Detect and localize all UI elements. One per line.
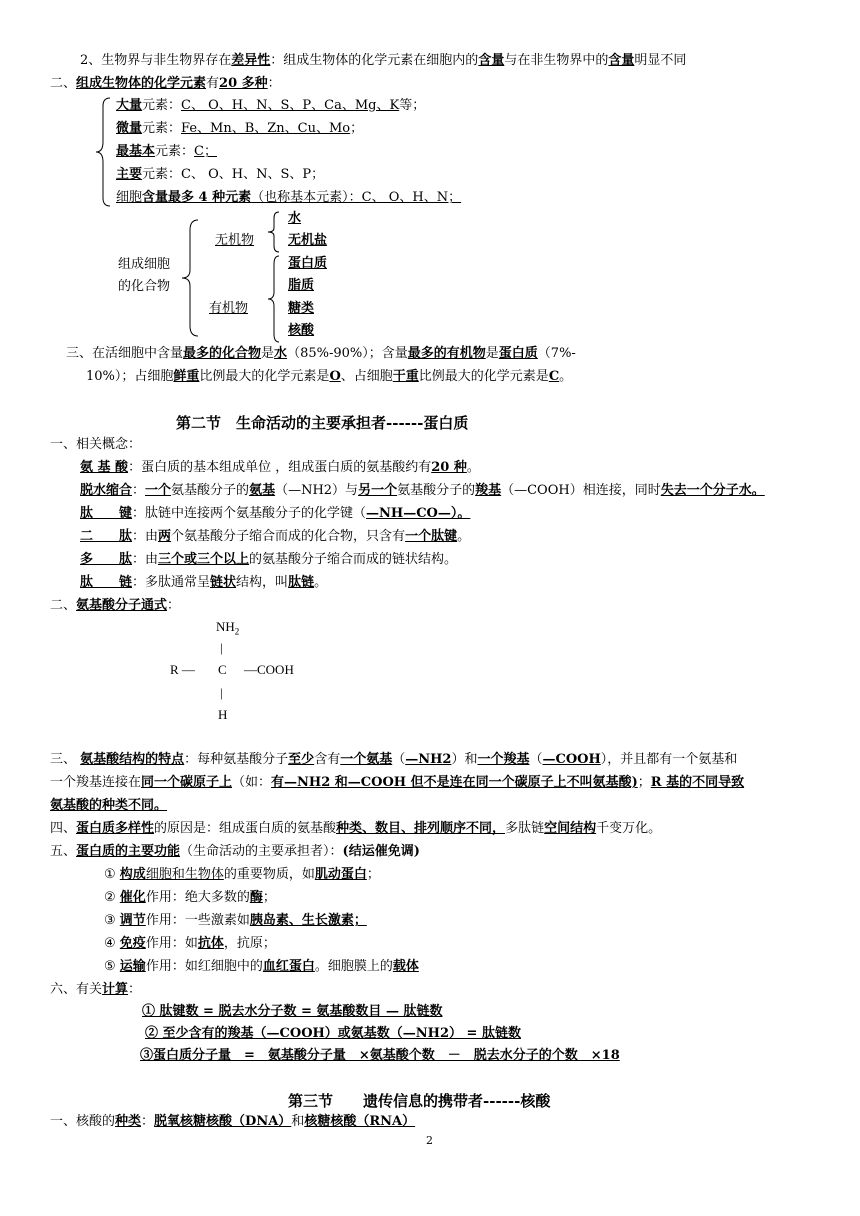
water-label: 水: [288, 211, 302, 226]
compounds-brace-icon: [180, 218, 202, 338]
heading-chemical-elements: 二、组成生物体的化学元素有20 多种：: [50, 76, 281, 91]
concept-dipeptide: 二 肽：由两个氨基酸分子缩合而成的化合物，只含有一个肽键。: [80, 529, 471, 544]
nucleic-acid-label: 核酸: [288, 323, 315, 338]
formula-bar-top: |: [220, 640, 223, 655]
text-line-content-1: 三、在活细胞中含量最多的化合物是水（85%-90%）；含量最多的有机物是蛋白质（7%-: [66, 346, 576, 361]
text-nucleic-acid-types: 一、核酸的种类：脱氧核糖核酸（DNA）和核糖核酸（RNA）: [50, 1114, 416, 1129]
element-trace: 微量元素：Fe、Mn、B、Zn、Cu、Mo；: [116, 121, 364, 136]
organic-brace-icon: [266, 254, 282, 344]
section-title-nucleic-acid: 第三节 遗传信息的携带者------核酸: [288, 1092, 551, 1110]
concept-amino-acid: 氨 基 酸：蛋白质的基本组成单位 ，组成蛋白质的氨基酸约有20 种。: [80, 460, 480, 475]
text-protein-diversity: 四、蛋白质多样性的原因是：组成蛋白质的氨基酸种类、数目、排列顺序不同，多肽链空间结构千变万化。: [50, 821, 662, 836]
organic-label: 有机物: [209, 301, 249, 316]
formula-r-group: R —: [170, 662, 195, 677]
concept-peptide-bond: 肽 键：肽链中连接两个氨基酸分子的化学键（—NH—CO—）。: [80, 506, 471, 521]
heading-general-formula: 二、氨基酸分子通式：: [50, 598, 181, 613]
text-line-diversity: 2、生物界与非生物界存在差异性：组成生物体的化学元素在细胞内的含量与在非生物界中的含量明显不同: [80, 53, 687, 68]
calc-formula-3: ③蛋白质分子量 = 氨基酸分子量 ×氨基酸个数 － 脱去水分子的个数 ×18: [140, 1048, 620, 1063]
lipid-label: 脂质: [288, 278, 315, 293]
protein-label: 蛋白质: [288, 256, 328, 271]
element-main: 主要元素：C、 O、H、N、S、P；: [116, 167, 325, 182]
formula-hydrogen: H: [218, 707, 228, 722]
concept-peptide-chain: 肽 链：多肽通常呈链状结构，叫肽链。: [80, 575, 328, 590]
function-regulation: ③ 调节作用：一些激素如胰岛素、生长激素；: [104, 913, 367, 928]
compounds-label: 组成细胞 的化合物: [118, 257, 171, 294]
formula-bar-bottom: |: [220, 685, 223, 700]
inorganic-label: 无机物: [215, 233, 255, 248]
heading-calculations: 六、有关计算：: [50, 982, 142, 997]
calc-formula-1: ① 肽键数 = 脱去水分子数 = 氨基酸数目 — 肽链数: [142, 1004, 443, 1019]
element-major: 大量元素：C、 O、H、N、S、P、Ca、Mg、K等；: [116, 98, 426, 113]
function-structure: ① 构成细胞和生物体的重要物质，如肌动蛋白；: [104, 867, 380, 882]
concept-dehydration: 脱水缩合：一个氨基酸分子的氨基（—NH2）与另一个氨基酸分子的羧基（—COOH）相连接，同时失去一个分子水。: [80, 483, 765, 498]
formula-nh2: $NH_2$: [216, 619, 240, 637]
heading-protein-functions: 五、蛋白质的主要功能（生命活动的主要承担者）：(结运催免调): [50, 844, 420, 859]
element-most-basic: 最基本元素：C；: [116, 144, 217, 159]
text-structure-features-2: 一个羧基连接在同一个碳原子上（如：有—NH2 和—COOH 但不是连在同一个碳原子上不叫氨基酸)；R 基的不同导致: [50, 775, 745, 790]
formula-carbon: C: [218, 662, 227, 677]
inorganic-salt-label: 无机盐: [288, 233, 328, 248]
section-title-protein: 第二节 生命活动的主要承担者------蛋白质: [176, 414, 469, 432]
concept-polypeptide: 多 肽：由三个或三个以上的氨基酸分子缩合而成的链状结构。: [80, 552, 458, 567]
page-number: 2: [426, 1134, 433, 1147]
text-line-content-2: 10%）；占细胞鲜重比例最大的化学元素是O、占细胞干重比例最大的化学元素是C。: [86, 369, 573, 384]
heading-concepts: 一、相关概念：: [50, 437, 142, 452]
formula-cooh: —COOH: [244, 662, 294, 677]
text-structure-features-3: 氨基酸的种类不同。: [50, 798, 168, 813]
text-structure-features-1: 三、 氨基酸结构的特点：每种氨基酸分子至少含有一个氨基（—NH2）和一个羧基（—COOH），并且都有一个氨基和: [50, 752, 738, 767]
sugar-label: 糖类: [288, 301, 315, 316]
calc-formula-2: ② 至少含有的羧基（—COOH）或氨基数（—NH2） = 肽链数: [145, 1026, 521, 1041]
elements-brace-icon: [94, 96, 114, 208]
function-transport: ⑤ 运输作用：如红细胞中的血红蛋白。细胞膜上的载体: [104, 959, 419, 974]
function-immunity: ④ 免疫作用：如抗体，抗原；: [104, 936, 276, 951]
element-most-abundant: 细胞含量最多 4 种元素（也称基本元素）：C、 O、H、N；: [116, 190, 462, 205]
function-catalysis: ② 催化作用：绝大多数的酶；: [104, 890, 276, 905]
inorganic-brace-icon: [266, 210, 282, 254]
